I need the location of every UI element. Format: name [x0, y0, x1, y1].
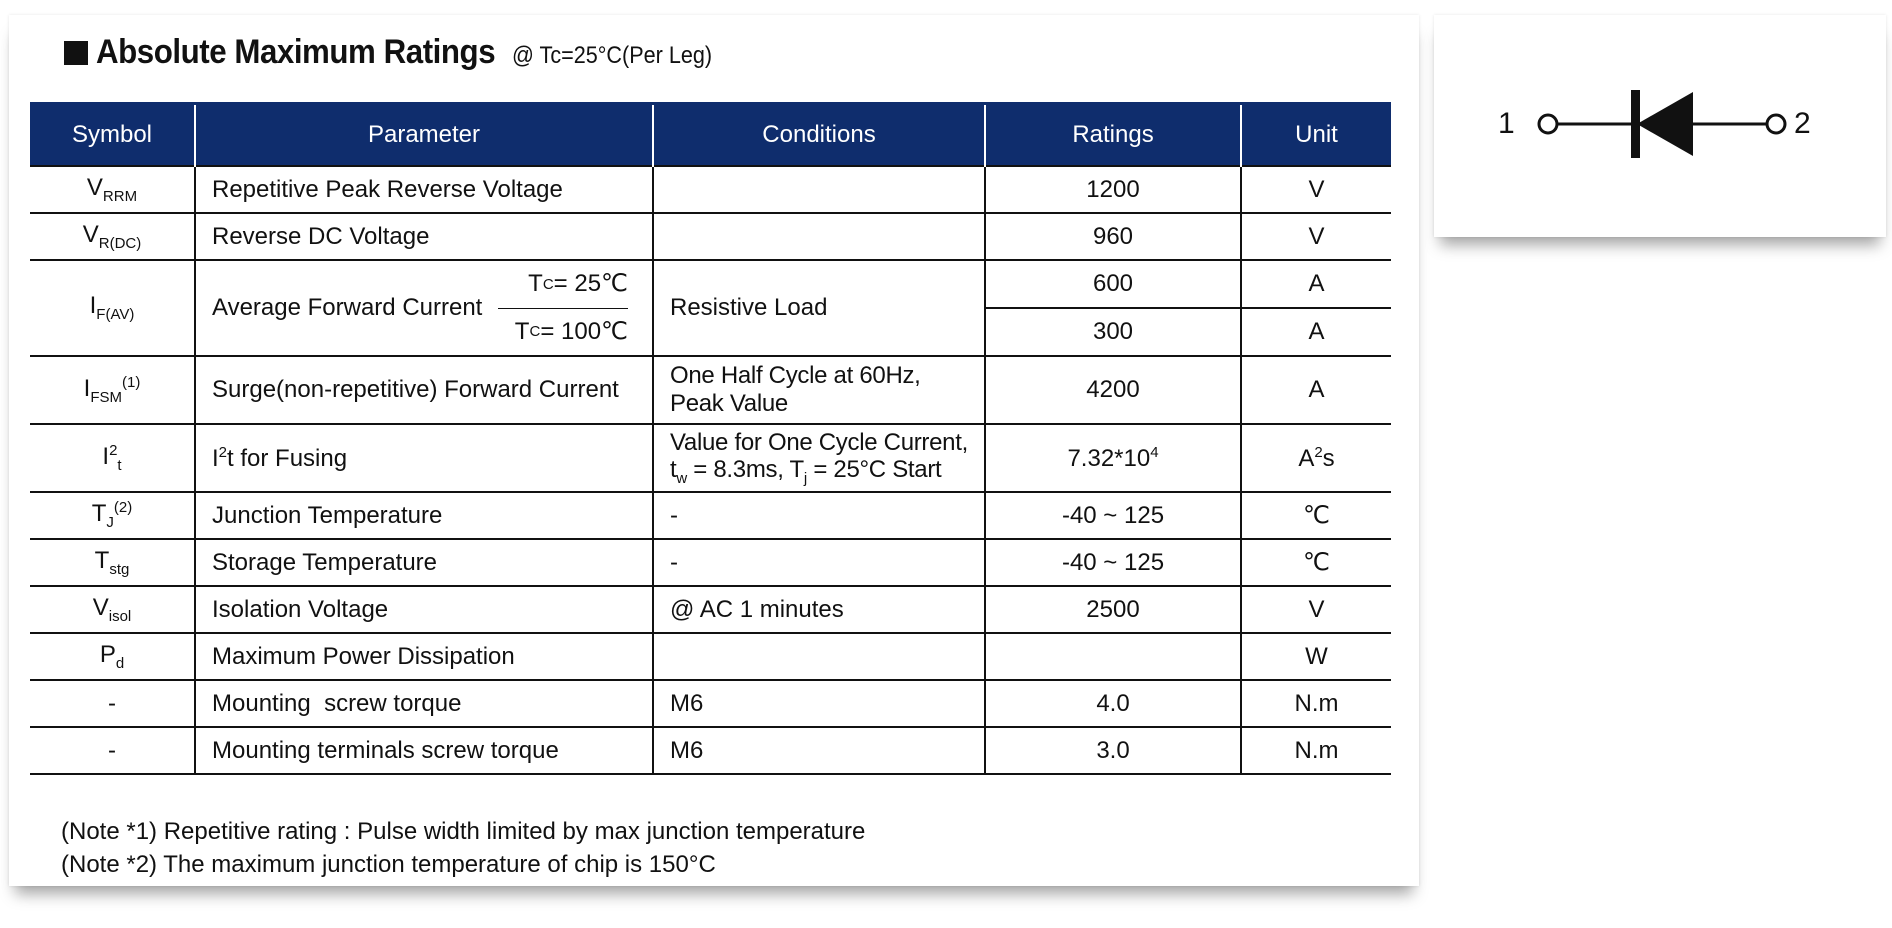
table-row [30, 586, 1391, 633]
unit-cell: V [1241, 213, 1391, 260]
title-square-icon [64, 41, 88, 65]
conditions-cell: M6 [653, 727, 985, 774]
parameter-cell: Maximum Power Dissipation [195, 633, 653, 680]
header-ratings: Ratings [985, 104, 1241, 167]
symbol-cell: - [30, 727, 195, 774]
header-unit: Unit [1241, 104, 1391, 167]
notes [61, 815, 865, 881]
rating-cell [985, 633, 1241, 680]
unit-cell: N.m [1241, 727, 1391, 774]
unit-cell: A [1241, 308, 1391, 356]
parameter-cell: Junction Temperature [195, 492, 653, 539]
table-row [30, 213, 1391, 260]
table-row [30, 727, 1391, 774]
rating-cell: 4.0 [985, 680, 1241, 727]
title-main: Absolute Maximum Ratings [96, 33, 496, 71]
table-row [30, 633, 1391, 680]
unit-cell: V [1241, 166, 1391, 213]
pin-2-terminal-icon [1767, 115, 1785, 133]
parameter-cell: $I^2t$ for Fusing [195, 424, 653, 492]
conditions-cell [653, 633, 985, 680]
rating-cell: 300 [985, 308, 1241, 356]
symbol-cell: $I_{FSM}^{(1)}$ [30, 356, 195, 424]
conditions-cell: @ AC 1 minutes [653, 586, 985, 633]
symbol-cell: $P_d$ [30, 633, 195, 680]
unit-cell: A [1241, 356, 1391, 424]
parameter-cell: Isolation Voltage [195, 586, 653, 633]
rating-cell: 3.0 [985, 727, 1241, 774]
conditions-cell: - [653, 492, 985, 539]
conditions-cell: One Half Cycle at 60Hz, Peak Value [653, 356, 985, 424]
rating-cell: 960 [985, 213, 1241, 260]
unit-cell: N.m [1241, 680, 1391, 727]
parameter-cell [195, 260, 653, 356]
diode-icon [1434, 15, 1886, 237]
symbol-cell: $V_{R(DC)}$ [30, 213, 195, 260]
parameter-cell: Mounting terminals screw torque [195, 727, 653, 774]
pin-1-terminal-icon [1539, 115, 1557, 133]
unit-cell: $A^2s$ [1241, 424, 1391, 492]
parameter-cell: Storage Temperature [195, 539, 653, 586]
rating-cell: 2500 [985, 586, 1241, 633]
pin-2-label: 2 [1794, 107, 1811, 140]
table-row [30, 356, 1391, 424]
symbol-cell: - [30, 680, 195, 727]
rating-cell: $7.32*10^4$ [985, 424, 1241, 492]
rating-cell: 600 [985, 260, 1241, 308]
table-row [30, 260, 1391, 308]
conditions-cell [653, 166, 985, 213]
conditions-cell: - [653, 539, 985, 586]
table-row [30, 492, 1391, 539]
header-parameter: Parameter [195, 104, 653, 167]
conditions-cell: Value for One Cycle Current, $t_w = 8.3ms$, $T_j = 25^\circ C$ Start [653, 424, 985, 492]
rating-cell: -40 ~ 125 [985, 539, 1241, 586]
ratings-table [30, 102, 1391, 775]
rating-cell: 4200 [985, 356, 1241, 424]
conditions-cell [653, 213, 985, 260]
parameter-cell: Reverse DC Voltage [195, 213, 653, 260]
table-row [30, 680, 1391, 727]
temp-condition-25: T C = 25℃ [498, 261, 628, 309]
parameter-cell: Repetitive Peak Reverse Voltage [195, 166, 653, 213]
diode-diagram-card [1434, 15, 1886, 237]
title-condition: @ Tc=25°C(Per Leg) [511, 42, 712, 69]
diode-triangle-icon [1637, 92, 1693, 156]
parameter-cell: Surge(non-repetitive) Forward Current [195, 356, 653, 424]
table-row [30, 166, 1391, 213]
conditions-cell: M6 [653, 680, 985, 727]
table-header-row [30, 104, 1391, 167]
unit-cell: V [1241, 586, 1391, 633]
conditions-cell: Resistive Load [653, 260, 985, 356]
note-1: (Note *1) Repetitive rating : Pulse width limited by max junction temperature [61, 818, 866, 845]
symbol-cell: $T_J^{(2)}$ [30, 492, 195, 539]
note-2: (Note *2) The maximum junction temperature of chip is 150°C [61, 851, 716, 878]
symbol-cell: $I^2_t$ [30, 424, 195, 492]
pin-1-label: 1 [1498, 107, 1515, 140]
table-row [30, 539, 1391, 586]
symbol-cell: $V_{RRM}$ [30, 166, 195, 213]
parameter-cell: Mounting screw torque [195, 680, 653, 727]
unit-cell: A [1241, 260, 1391, 308]
rating-cell: -40 ~ 125 [985, 492, 1241, 539]
unit-cell: ℃ [1241, 492, 1391, 539]
parameter-label: Average Forward Current [212, 294, 483, 322]
diode-cathode-bar-icon [1631, 90, 1640, 158]
symbol-cell: $V_{isol}$ [30, 586, 195, 633]
table-row [30, 424, 1391, 492]
temp-condition-100: T C = 100℃ [514, 317, 628, 345]
temperature-conditions [498, 261, 628, 355]
header-conditions: Conditions [653, 104, 985, 167]
symbol-cell: $T_{stg}$ [30, 539, 195, 586]
header-symbol: Symbol [30, 104, 195, 167]
unit-cell: W [1241, 633, 1391, 680]
rating-cell: 1200 [985, 166, 1241, 213]
unit-cell: ℃ [1241, 539, 1391, 586]
section-title [64, 33, 734, 72]
symbol-cell: $I_{F(AV)}$ [30, 260, 195, 356]
ratings-card [9, 15, 1419, 886]
